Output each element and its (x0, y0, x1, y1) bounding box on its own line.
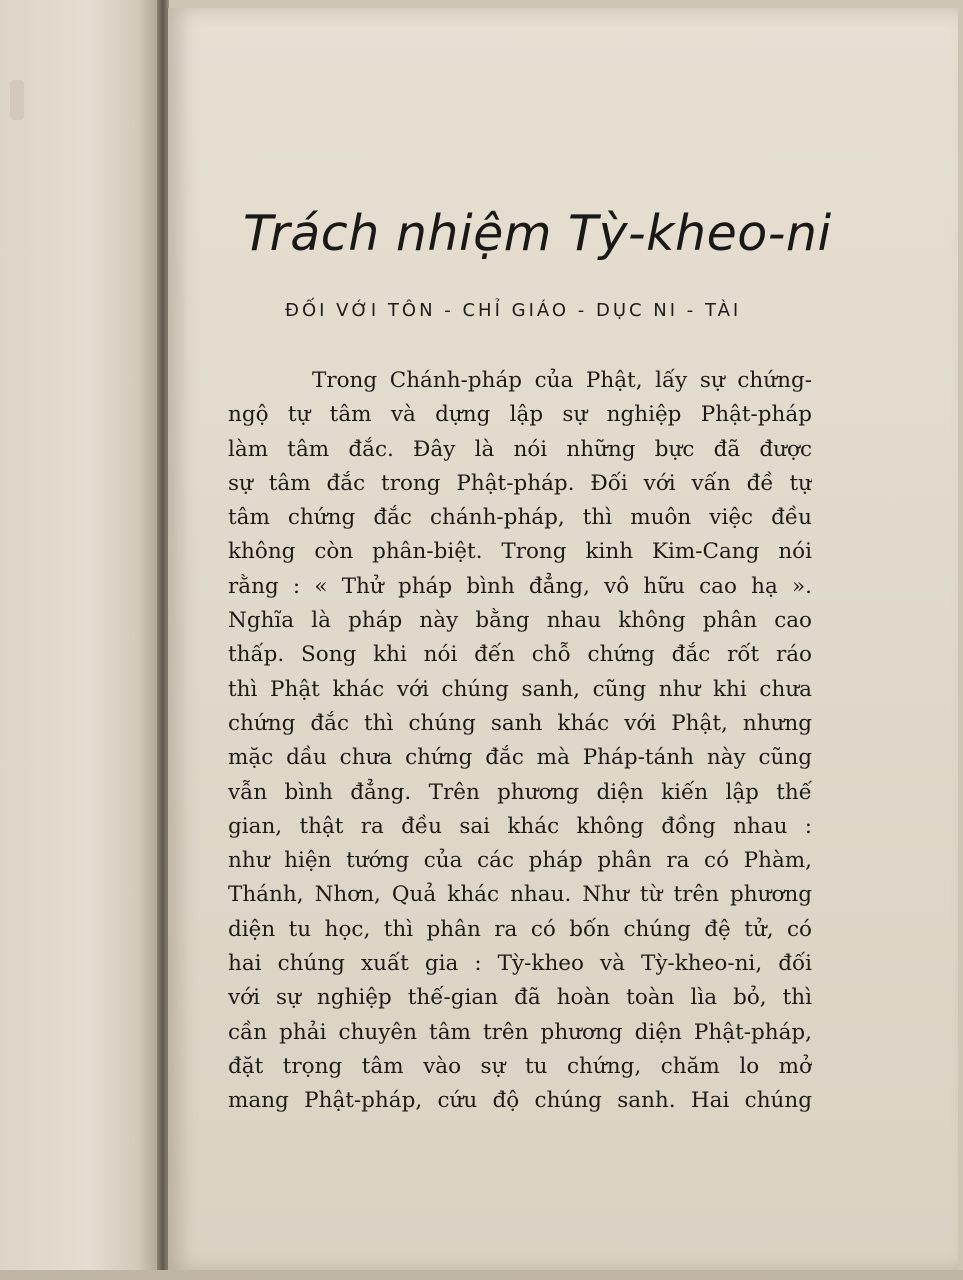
left-page (0, 0, 162, 1280)
text-line: sự tâm đắc trong Phật-pháp. Đối với vấn đề tự (228, 470, 812, 496)
text-line: thấp. Song khi nói đến chỗ chứng đắc rốt ráo (228, 642, 812, 668)
text-line: rằng : « Thử pháp bình đẳng, vô hữu cao hạ ». (228, 573, 812, 599)
text-line: không còn phân-biệt. Trong kinh Kim-Cang nói (228, 539, 812, 565)
text-line: làm tâm đắc. Đây là nói những bực đã được (228, 436, 812, 462)
text-line: ngộ tự tâm và dựng lập sự nghiệp Phật-pháp (228, 402, 812, 428)
page-edge-mark (10, 80, 24, 120)
text-line: vẫn bình đẳng. Trên phương diện kiến lập thế (228, 779, 812, 805)
table-surface (0, 1270, 963, 1280)
body-text (228, 364, 812, 1119)
text-line: chứng đắc thì chúng sanh khác với Phật, nhưng (228, 710, 812, 736)
text-line: như hiện tướng của các pháp phân ra có Phàm, (228, 848, 812, 874)
text-line: với sự nghiệp thế-gian đã hoàn toàn lìa bỏ, thì (228, 985, 812, 1011)
text-line: thì Phật khác với chúng sanh, cũng như khi chưa (228, 676, 812, 702)
text-line: hai chúng xuất gia : Tỳ-kheo và Tỳ-kheo-ni, đối (228, 951, 812, 977)
chapter-subtitle: ĐỐI VỚI TÔN - CHỈ GIÁO - DỤC NI - TÀI (285, 300, 742, 321)
text-line: mặc dầu chưa chứng đắc mà Pháp-tánh này cũng (228, 745, 812, 771)
text-line: Nghĩa là pháp này bằng nhau không phân cao (228, 608, 812, 634)
text-line: diện tu học, thì phân ra có bốn chúng đệ tử, có (228, 916, 812, 942)
text-line: tâm chứng đắc chánh-pháp, thì muôn việc đều (228, 505, 812, 531)
text-line: Thánh, Nhơn, Quả khác nhau. Như từ trên phương (228, 882, 812, 908)
text-line: cần phải chuyên tâm trên phương diện Phật-pháp, (228, 1019, 812, 1045)
text-line: mang Phật-pháp, cứu độ chúng sanh. Hai chúng (228, 1088, 812, 1114)
text-line: Trong Chánh-pháp của Phật, lấy sự chứng- (312, 368, 812, 393)
text-line: đặt trọng tâm vào sự tu chứng, chăm lo mở (228, 1053, 812, 1079)
chapter-title: Trách nhiệm Tỳ-kheo-ni (243, 205, 832, 262)
text-line: gian, thật ra đều sai khác không đồng nhau : (228, 813, 812, 839)
